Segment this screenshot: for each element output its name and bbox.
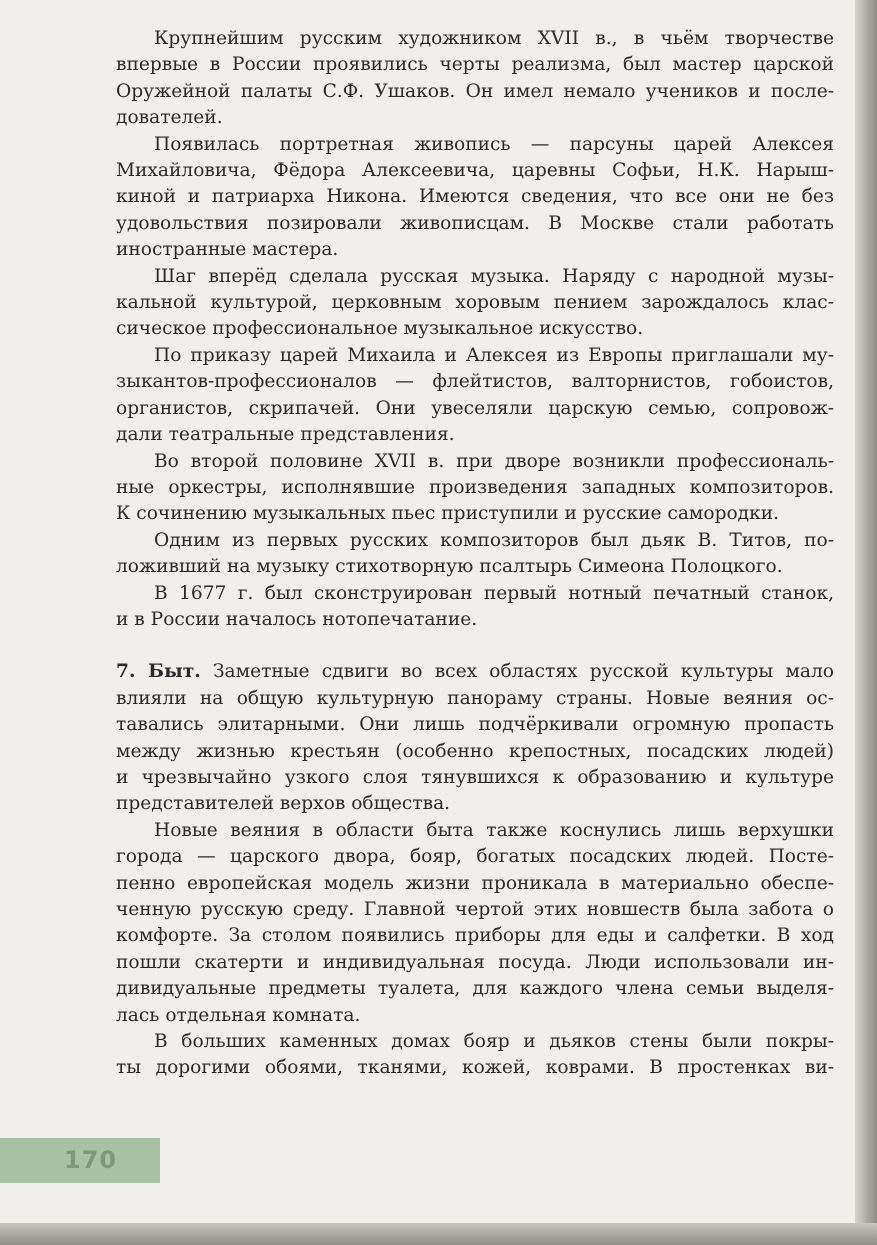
page-number: 170 <box>64 1146 118 1174</box>
section-gap <box>116 633 834 659</box>
text-line: Шаг вперёд сделала русская музыка. Наряду с народной музы- <box>154 265 834 287</box>
text-line: К сочинению музыкальных пьес приступили и русские самородки. <box>116 503 780 525</box>
text-line: Во второй половине XVII в. при дворе возникли профессиональ- <box>154 450 834 472</box>
text-line: пенно европейская модель жизни проникала в материально обеспе- <box>116 872 834 894</box>
text-line: кальной культурой, церковным хоровым пением зарождалось клас- <box>116 292 834 314</box>
text-line: ченную русскую среду. Главной чертой этих новшеств была забота о <box>116 899 834 920</box>
text-line: представителей верхов общества. <box>116 793 451 815</box>
text-line: Михайловича, Фёдора Алексеевича, царевны Софьи, Н.К. Нарыш- <box>116 160 834 182</box>
text-line: иностранные мастера. <box>116 239 339 261</box>
page-edge-shadow <box>855 0 877 1245</box>
section-heading: 7. Быт. <box>116 661 201 683</box>
text-line: ные оркестры, исполнявшие произведения западных композиторов. <box>116 476 834 498</box>
text-line: сическое профессиональное музыкальное искусство. <box>116 318 644 340</box>
text-line: Одним из первых русских композиторов был дьяк В. Титов, по- <box>154 529 834 551</box>
section-lead-text: Заметные сдвиги во всех областях русской культуры мало <box>212 661 834 683</box>
page-bottom-shadow <box>0 1223 877 1245</box>
text-line: впервые в России проявились черты реализма, был мастер царской <box>116 54 834 76</box>
page-number-tab <box>0 1138 160 1183</box>
text-line: пошли скатерти и индивидуальная посуда. Люди использовали ин- <box>116 951 834 973</box>
text-line: города — царского двора, бояр, богатых посадских людей. Посте- <box>116 846 834 868</box>
text-line: киной и патриарха Никона. Имеются сведения, что все они не без <box>116 186 834 208</box>
text-line: дователей. <box>116 107 223 129</box>
text-line: дали театральные представления. <box>116 424 455 446</box>
section-first-line <box>116 659 834 685</box>
text-line: лась отдельная комната. <box>116 1004 361 1026</box>
text-line: В больших каменных домах бояр и дьяков стены были покры- <box>154 1031 834 1053</box>
body-text <box>116 26 834 1082</box>
text-line: По приказу царей Михаила и Алексея из Европы приглашали му- <box>154 344 834 366</box>
text-line: Новые веяния в области быта также коснулись лишь верхушки <box>154 819 834 841</box>
text-line: Оружейной палаты С.Ф. Ушаков. Он имел немало учеников и после- <box>116 80 834 102</box>
text-line: комфорте. За столом появились приборы для еды и салфетки. В ход <box>116 925 834 947</box>
text-line: ложивший на музыку стихотворную псалтырь Симеона Полоцкого. <box>116 556 783 578</box>
text-line: В 1677 г. был сконструирован первый нотный печатный станок, <box>154 582 834 604</box>
text-line: и чрезвычайно узкого слоя тянувшихся к образованию и культуре <box>116 766 834 788</box>
text-line: Крупнейшим русским художником XVII в., в чьём творчестве <box>154 28 834 49</box>
text-line: ты дорогими обоями, тканями, кожей, коврами. В простенках ви- <box>116 1057 834 1079</box>
text-line: удовольствия позировали живописцам. В Москве стали работать <box>116 212 834 234</box>
text-line: дивидуальные предметы туалета, для каждого члена семьи выделя- <box>116 978 834 1000</box>
text-line: между жизнью крестьян (особенно крепостных, посадских людей) <box>116 740 834 762</box>
text-line: влияли на общую культурную панораму страны. Новые веяния ос- <box>116 687 834 709</box>
text-line: Появилась портретная живопись — парсуны царей Алексея <box>154 133 834 155</box>
text-line: органистов, скрипачей. Они увеселяли царскую семью, сопровож- <box>116 397 834 419</box>
text-line: и в России началось нотопечатание. <box>116 608 478 630</box>
text-line: зыкантов-профессионалов — флейтистов, валторнистов, гобоистов, <box>116 371 834 393</box>
text-line: тавались элитарными. Они лишь подчёркивали огромную пропасть <box>116 714 834 736</box>
